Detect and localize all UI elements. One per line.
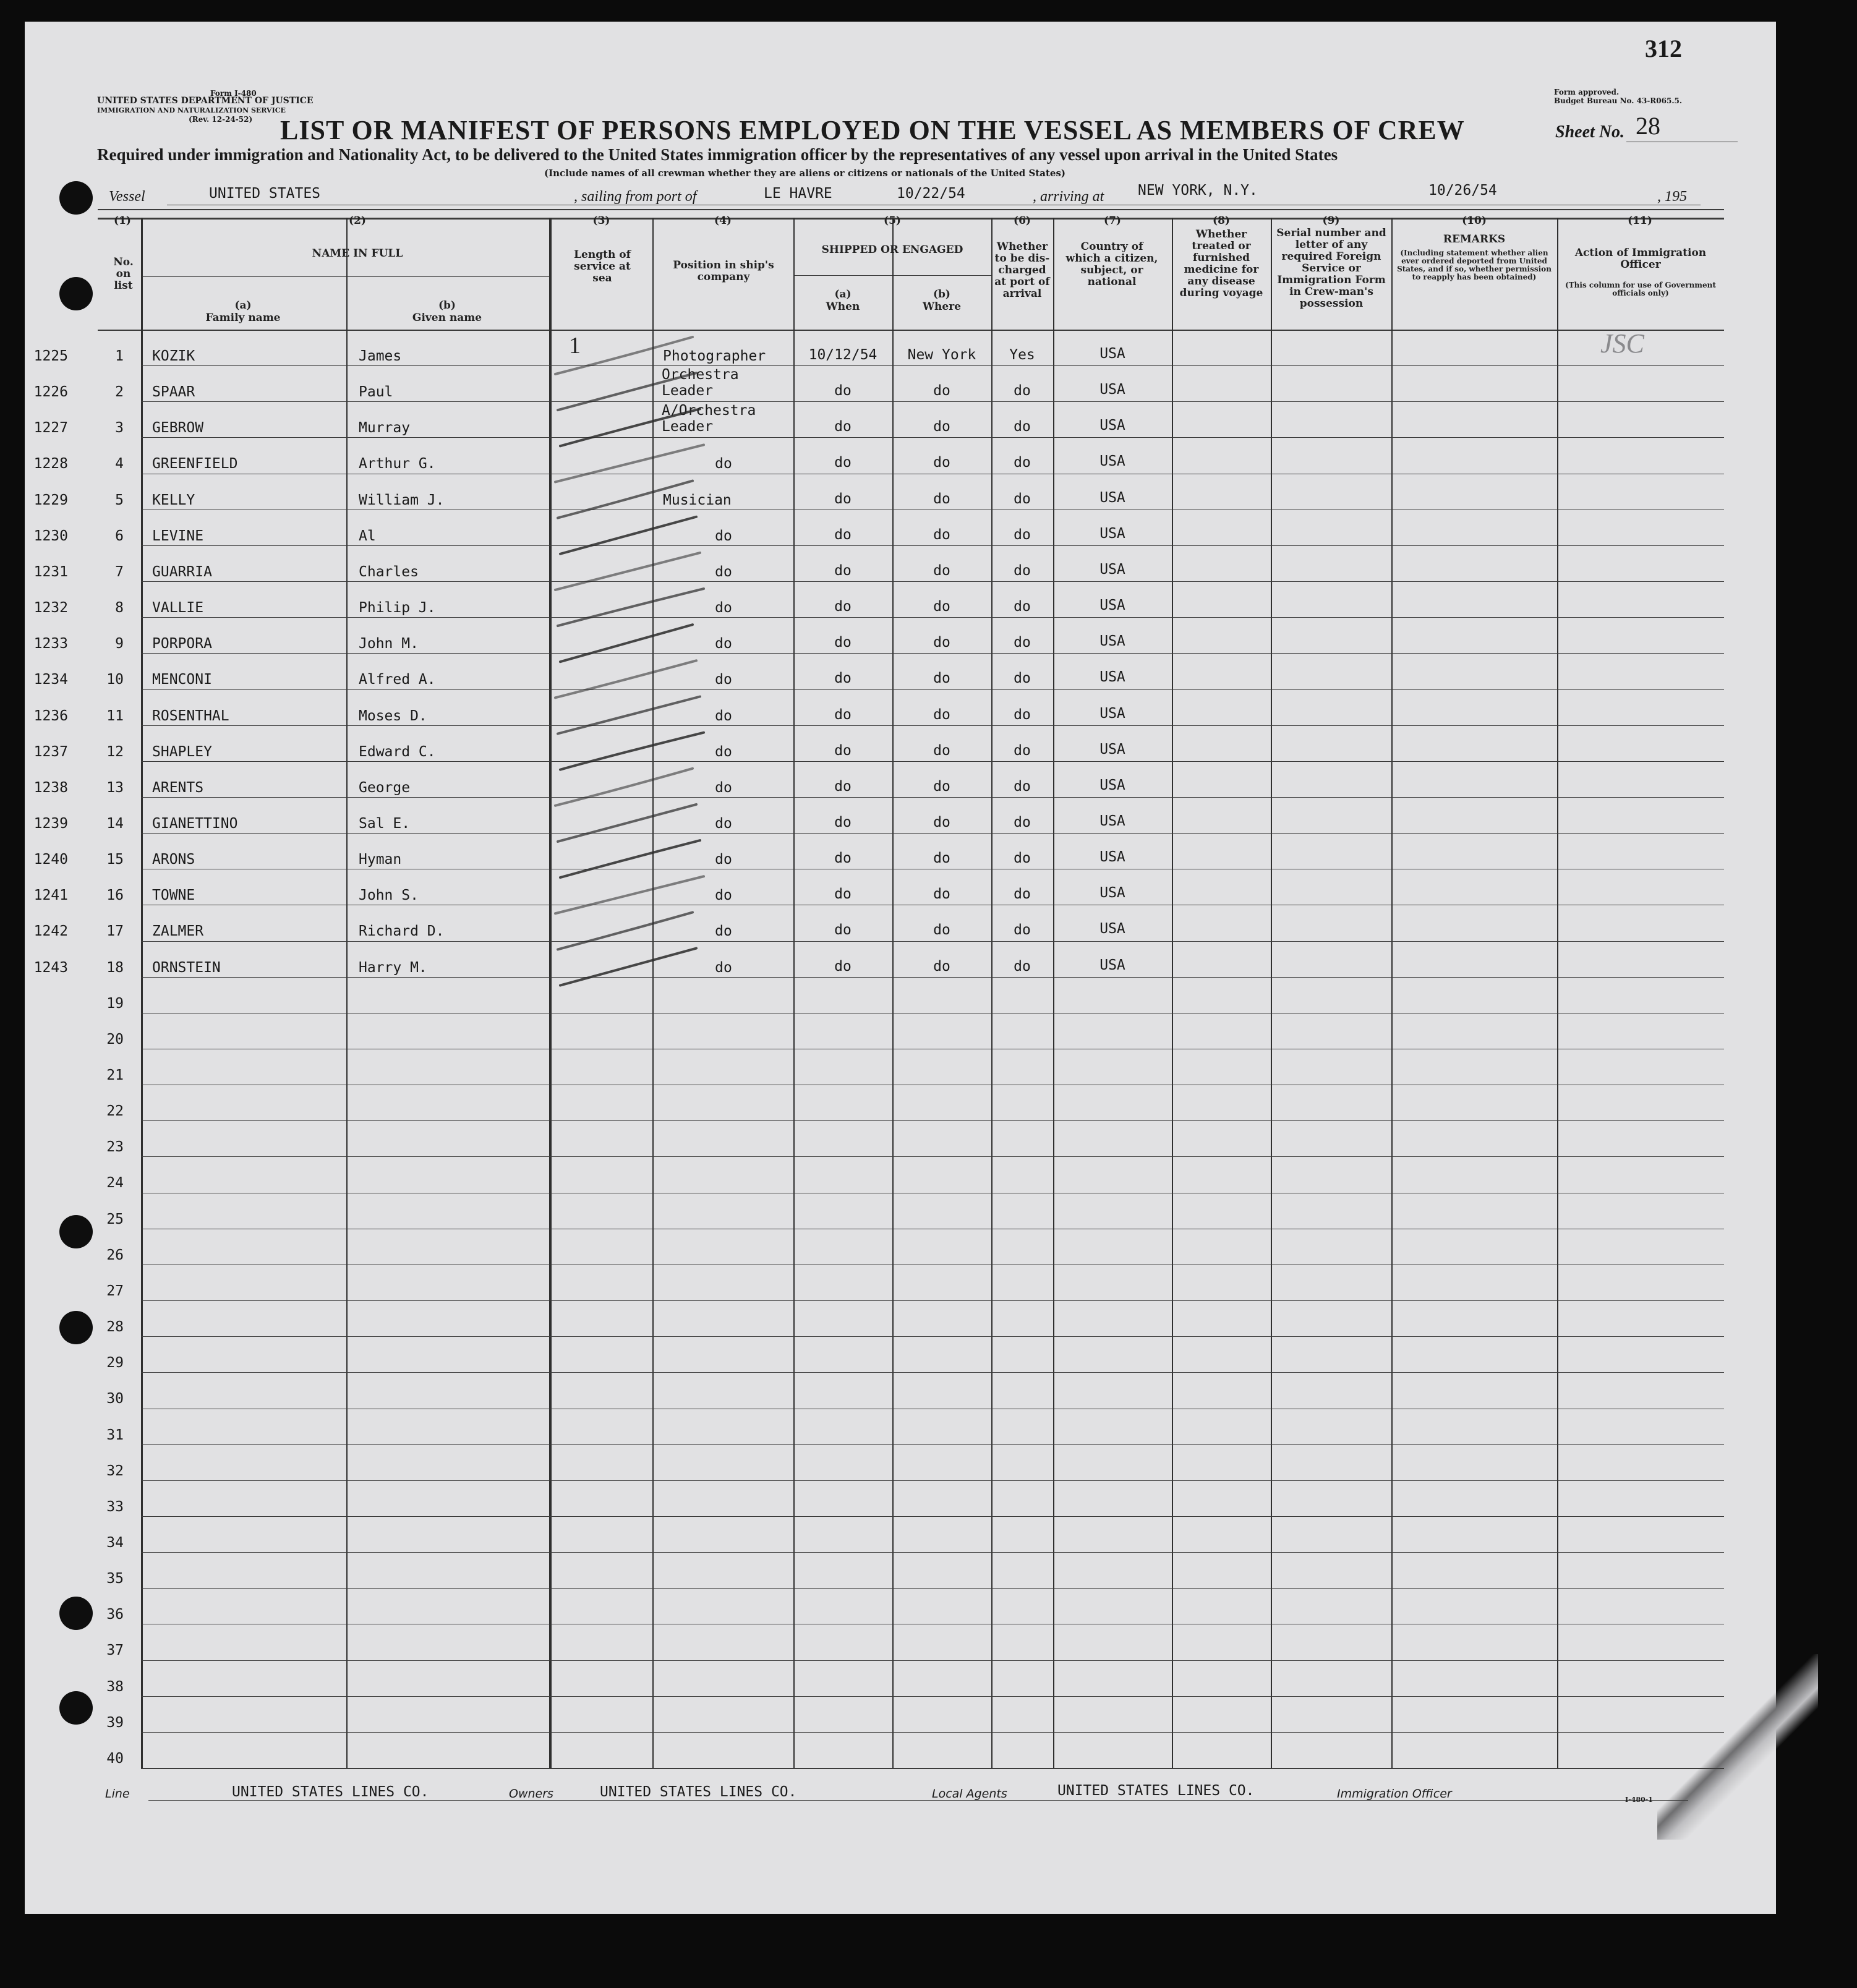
col5-num: (5): [884, 215, 901, 227]
given-name: George: [359, 779, 411, 796]
col2a-num: (a): [234, 299, 252, 312]
page-subtitle: Required under immigration and Nationality Act, to be delivered to the United States immigration officer by the representatives of any vessel upon arrival in the United States: [97, 145, 1338, 164]
line-number: 26: [106, 1247, 124, 1263]
shipped-where: do: [933, 383, 950, 399]
service-tick: [555, 876, 704, 913]
shipped-where: do: [933, 814, 950, 830]
discharged: do: [1014, 454, 1031, 471]
position: do: [715, 707, 732, 724]
shipped-when: do: [834, 706, 852, 723]
service-tick: [558, 481, 693, 518]
ref-number: 1231: [33, 563, 68, 580]
discharged: do: [1014, 419, 1031, 435]
form-number: Form I-480: [210, 89, 257, 98]
position: Orchestra Leader: [662, 367, 739, 399]
ref-number: 1242: [33, 923, 68, 940]
given-name: Paul: [359, 384, 393, 401]
line-number: 20: [106, 1031, 124, 1047]
sailing-date: 10/22/54: [897, 186, 965, 202]
line-number: 33: [106, 1498, 124, 1515]
family-name: ZALMER: [152, 923, 204, 940]
budget-bureau: Budget Bureau No. 43-R065.5.: [1554, 96, 1683, 105]
shipped-where: do: [933, 599, 950, 615]
sheet-label: Sheet No.: [1555, 122, 1624, 142]
given-name: Edward C.: [359, 743, 436, 760]
family-name: ARONS: [152, 851, 195, 868]
line-number: 5: [115, 492, 124, 508]
line-number: 30: [106, 1391, 124, 1407]
discharged: do: [1014, 958, 1031, 975]
service-tick: [555, 660, 696, 698]
shipped-when: do: [834, 383, 852, 399]
family-name: LEVINE: [152, 527, 204, 544]
year-label: , 195: [1657, 189, 1687, 205]
col6-header: Whether to be dis-charged at port of arrival: [994, 241, 1050, 300]
footer-line-value: UNITED STATES LINES CO.: [232, 1784, 429, 1800]
service-tick: [560, 517, 696, 554]
col11-num: (11): [1628, 215, 1652, 227]
line-number: 39: [106, 1714, 124, 1731]
col2b-num: (b): [438, 299, 456, 312]
col5b-num: (b): [933, 288, 950, 301]
given-name: Murray: [359, 420, 411, 437]
position: do: [715, 743, 732, 760]
discharged: do: [1014, 383, 1031, 399]
family-name: GUARRIA: [152, 563, 212, 580]
service-mark: 1: [569, 333, 581, 359]
footer-agents-value: UNITED STATES LINES CO.: [1057, 1783, 1255, 1799]
shipped-when: do: [834, 850, 852, 867]
ref-number: 1236: [33, 707, 68, 724]
shipped-where: do: [933, 742, 950, 759]
country: USA: [1099, 921, 1125, 937]
col10-note: (Including statement whether alien ever ordered deported from United States, and if so, whether permission to reapply has been obtained): [1397, 249, 1552, 281]
line-number: 3: [115, 420, 124, 437]
line-number: 25: [106, 1211, 124, 1227]
col8-num: (8): [1213, 215, 1230, 227]
given-name: Sal E.: [359, 815, 411, 832]
service-tick: [558, 804, 696, 842]
col3-num: (3): [592, 215, 610, 227]
given-name: William J.: [359, 492, 445, 508]
col5a-header: When: [826, 301, 860, 313]
service-tick: [560, 409, 700, 446]
family-name: MENCONI: [152, 672, 212, 688]
country: USA: [1099, 489, 1125, 506]
ref-number: 1226: [33, 384, 68, 401]
service-tick: [560, 949, 696, 986]
country: USA: [1099, 885, 1125, 902]
shipped-where: do: [933, 670, 950, 687]
given-name: Hyman: [359, 851, 402, 868]
country: USA: [1099, 669, 1125, 686]
footer-officer-label: Immigration Officer: [1337, 1787, 1452, 1801]
service-tick: [558, 697, 700, 734]
family-name: KOZIK: [152, 348, 195, 364]
shipped-when: do: [834, 599, 852, 615]
col11-note: (This column for use of Government officials only): [1565, 281, 1716, 297]
vessel-name: UNITED STATES: [209, 186, 321, 202]
given-name: John S.: [359, 887, 419, 904]
given-name: Moses D.: [359, 707, 427, 724]
position: do: [715, 959, 732, 976]
col4-header: Position in ship's company: [673, 259, 774, 283]
ref-number: 1233: [33, 636, 68, 652]
family-name: SHAPLEY: [152, 743, 212, 760]
col2-header: NAME IN FULL: [312, 247, 403, 260]
col2-num: (2): [349, 215, 366, 227]
officer-initials: JSC: [1600, 328, 1644, 359]
given-name: Charles: [359, 563, 419, 580]
sheet-number: 28: [1636, 112, 1660, 140]
col4-num: (4): [714, 215, 732, 227]
ref-number: 1225: [33, 348, 68, 364]
ref-number: 1232: [33, 600, 68, 616]
family-name: PORPORA: [152, 636, 212, 652]
family-name: VALLIE: [152, 600, 204, 616]
family-name: GEBROW: [152, 420, 204, 437]
service-tick: [558, 589, 704, 626]
line-number: 8: [115, 600, 124, 616]
service-tick: [558, 912, 693, 949]
position: do: [715, 456, 732, 472]
country: USA: [1099, 957, 1125, 973]
service-tick: [560, 733, 704, 770]
col1-header: No. on list: [113, 256, 134, 292]
discharged: do: [1014, 562, 1031, 579]
ref-number: 1238: [33, 779, 68, 796]
col5-header: SHIPPED OR ENGAGED: [821, 244, 963, 256]
given-name: Alfred A.: [359, 672, 436, 688]
line-number: 31: [106, 1427, 124, 1443]
family-name: SPAAR: [152, 384, 195, 401]
form-rev: (Rev. 12-24-52): [189, 115, 253, 124]
line-number: 24: [106, 1175, 124, 1192]
discharged: do: [1014, 634, 1031, 651]
given-name: John M.: [359, 636, 419, 652]
footer-owners-label: Owners: [509, 1787, 553, 1801]
arriving-label: , arriving at: [1033, 189, 1104, 205]
ref-number: 1237: [33, 743, 68, 760]
shipped-when: do: [834, 562, 852, 579]
country: USA: [1099, 633, 1125, 650]
ref-number: 1243: [33, 959, 68, 976]
col5b-header: Where: [922, 301, 962, 313]
discharged: do: [1014, 599, 1031, 615]
footer-line-label: Line: [105, 1787, 130, 1801]
shipped-when: do: [834, 958, 852, 975]
ref-number: 1240: [33, 851, 68, 868]
arrival-port: NEW YORK, N.Y.: [1138, 182, 1258, 198]
col9-header: Serial number and letter of any required Foreign Service or Immigration Form in Crew-man's possession: [1276, 227, 1386, 310]
shipped-when: do: [834, 922, 852, 939]
position: do: [715, 779, 732, 796]
col2b-header: Given name: [412, 312, 482, 324]
footer-rule: [148, 1800, 1688, 1801]
discharged: do: [1014, 778, 1031, 795]
discharged: do: [1014, 526, 1031, 543]
discharged: do: [1014, 922, 1031, 939]
position: do: [715, 672, 732, 688]
line-number: 22: [106, 1103, 124, 1120]
line-number: 14: [106, 815, 124, 832]
family-name: GIANETTINO: [152, 815, 238, 832]
service-tick: [560, 625, 693, 662]
line-number: 34: [106, 1534, 124, 1551]
position: do: [715, 600, 732, 616]
shipped-when: do: [834, 419, 852, 435]
shipped-where: do: [933, 454, 950, 471]
country: USA: [1099, 705, 1125, 722]
discharged: do: [1014, 814, 1031, 830]
position: do: [715, 636, 732, 652]
shipped-when: do: [834, 886, 852, 903]
line-number: 23: [106, 1139, 124, 1156]
line-number: 4: [115, 456, 124, 472]
line-number: 11: [106, 707, 124, 724]
ref-number: 1228: [33, 456, 68, 472]
line-number: 36: [106, 1606, 124, 1623]
country: USA: [1099, 741, 1125, 757]
vessel-label: Vessel: [109, 189, 145, 205]
line-number: 21: [106, 1067, 124, 1083]
country: USA: [1099, 525, 1125, 542]
discharged: do: [1014, 490, 1031, 507]
position: do: [715, 923, 732, 940]
shipped-when: do: [834, 778, 852, 795]
col7-header: Country of which a citizen, subject, or national: [1065, 241, 1158, 288]
line-number: 19: [106, 995, 124, 1012]
family-name: TOWNE: [152, 887, 195, 904]
service-tick-marks: [25, 22, 1776, 1914]
line-number: 10: [106, 672, 124, 688]
line-number: 16: [106, 887, 124, 904]
shipped-where: New York: [907, 347, 976, 363]
position: do: [715, 527, 732, 544]
line-number: 13: [106, 779, 124, 796]
line-number: 32: [106, 1462, 124, 1479]
footer-owners-value: UNITED STATES LINES CO.: [600, 1784, 797, 1800]
discharged: Yes: [1009, 347, 1035, 363]
form-dept: UNITED STATES DEPARTMENT OF JUSTICE: [97, 96, 314, 106]
shipped-when: do: [834, 814, 852, 830]
shipped-when: do: [834, 634, 852, 651]
service-tick: [555, 445, 704, 482]
country: USA: [1099, 346, 1125, 362]
line-number: 37: [106, 1642, 124, 1659]
col9-num: (9): [1322, 215, 1340, 227]
line-number: 9: [115, 636, 124, 652]
line-number: 2: [115, 384, 124, 401]
form-approved: Form approved.: [1554, 88, 1620, 96]
shipped-when: 10/12/54: [808, 347, 877, 363]
given-name: Al: [359, 527, 376, 544]
shipped-when: do: [834, 490, 852, 507]
sailing-label: , sailing from port of: [574, 189, 697, 205]
line-number: 29: [106, 1355, 124, 1372]
line-number: 35: [106, 1571, 124, 1587]
col5a-num: (a): [834, 288, 852, 301]
line-number: 7: [115, 563, 124, 580]
country: USA: [1099, 453, 1125, 470]
col7-num: (7): [1104, 215, 1121, 227]
country: USA: [1099, 597, 1125, 614]
col10-header: REMARKS: [1443, 233, 1506, 245]
shipped-where: do: [933, 922, 950, 939]
shipped-when: do: [834, 454, 852, 471]
country: USA: [1099, 417, 1125, 434]
shipped-when: do: [834, 670, 852, 687]
position: do: [715, 563, 732, 580]
shipped-where: do: [933, 886, 950, 903]
shipped-where: do: [933, 562, 950, 579]
ref-number: 1241: [33, 887, 68, 904]
given-name: Arthur G.: [359, 456, 436, 472]
shipped-where: do: [933, 634, 950, 651]
line-number: 15: [106, 851, 124, 868]
col3-header: Length of service at sea: [574, 249, 631, 284]
footer-corner-code: I-480-1: [1625, 1796, 1653, 1804]
ref-number: 1227: [33, 420, 68, 437]
ref-number: 1239: [33, 815, 68, 832]
discharged: do: [1014, 742, 1031, 759]
line-number: 6: [115, 527, 124, 544]
shipped-where: do: [933, 526, 950, 543]
page-title: LIST OR MANIFEST OF PERSONS EMPLOYED ON THE VESSEL AS MEMBERS OF CREW: [280, 115, 1465, 145]
line-number: 40: [106, 1750, 124, 1767]
discharged: do: [1014, 670, 1031, 687]
col2a-header: Family name: [205, 312, 281, 324]
page-number: 312: [1645, 35, 1682, 62]
line-number: 18: [106, 959, 124, 976]
line-number: 1: [115, 348, 124, 364]
include-note: (Include names of all crewman whether they are aliens or citizens or nationals of the United States): [544, 168, 1065, 179]
family-name: ARENTS: [152, 779, 204, 796]
discharged: do: [1014, 886, 1031, 903]
shipped-where: do: [933, 706, 950, 723]
line-number: 38: [106, 1678, 124, 1695]
discharged: do: [1014, 706, 1031, 723]
line-number: 27: [106, 1282, 124, 1299]
ref-number: 1230: [33, 527, 68, 544]
footer-agents-label: Local Agents: [932, 1787, 1007, 1801]
country: USA: [1099, 813, 1125, 829]
shipped-where: do: [933, 778, 950, 795]
ref-number: 1234: [33, 672, 68, 688]
line-number: 28: [106, 1319, 124, 1336]
shipped-where: do: [933, 958, 950, 975]
position: Photographer: [663, 348, 766, 364]
manifest-sheet: [25, 22, 1776, 1914]
position: do: [715, 851, 732, 868]
shipped-where: do: [933, 490, 950, 507]
shipped-when: do: [834, 742, 852, 759]
service-tick: [558, 373, 696, 410]
family-name: ROSENTHAL: [152, 707, 229, 724]
discharged: do: [1014, 850, 1031, 867]
position: do: [715, 815, 732, 832]
country: USA: [1099, 382, 1125, 398]
service-tick: [555, 769, 693, 806]
family-name: KELLY: [152, 492, 195, 508]
col6-num: (6): [1014, 215, 1031, 227]
service-tick: [560, 840, 700, 877]
shipped-when: do: [834, 526, 852, 543]
position: A/Orchestra Leader: [662, 403, 756, 435]
given-name: Philip J.: [359, 600, 436, 616]
departure-port: LE HAVRE: [764, 186, 832, 202]
family-name: GREENFIELD: [152, 456, 238, 472]
country: USA: [1099, 777, 1125, 793]
line-number: 12: [106, 743, 124, 760]
given-name: Harry M.: [359, 959, 427, 976]
shipped-where: do: [933, 419, 950, 435]
country: USA: [1099, 849, 1125, 866]
col8-header: Whether treated or furnished medicine for any disease during voyage: [1179, 228, 1263, 299]
country: USA: [1099, 561, 1125, 578]
family-name: ORNSTEIN: [152, 959, 221, 976]
arrival-date: 10/26/54: [1428, 182, 1497, 198]
given-name: Richard D.: [359, 923, 445, 940]
position: Musician: [663, 492, 732, 508]
given-name: James: [359, 348, 402, 364]
position: do: [715, 887, 732, 904]
shipped-where: do: [933, 850, 950, 867]
line-number: 17: [106, 923, 124, 940]
col11-header: Action of Immigration Officer: [1574, 247, 1707, 271]
col1-num: (1): [114, 215, 131, 227]
form-service: IMMIGRATION AND NATURALIZATION SERVICE: [97, 106, 286, 114]
service-tick: [555, 553, 700, 590]
col10-num: (10): [1462, 215, 1487, 227]
ref-number: 1229: [33, 492, 68, 508]
